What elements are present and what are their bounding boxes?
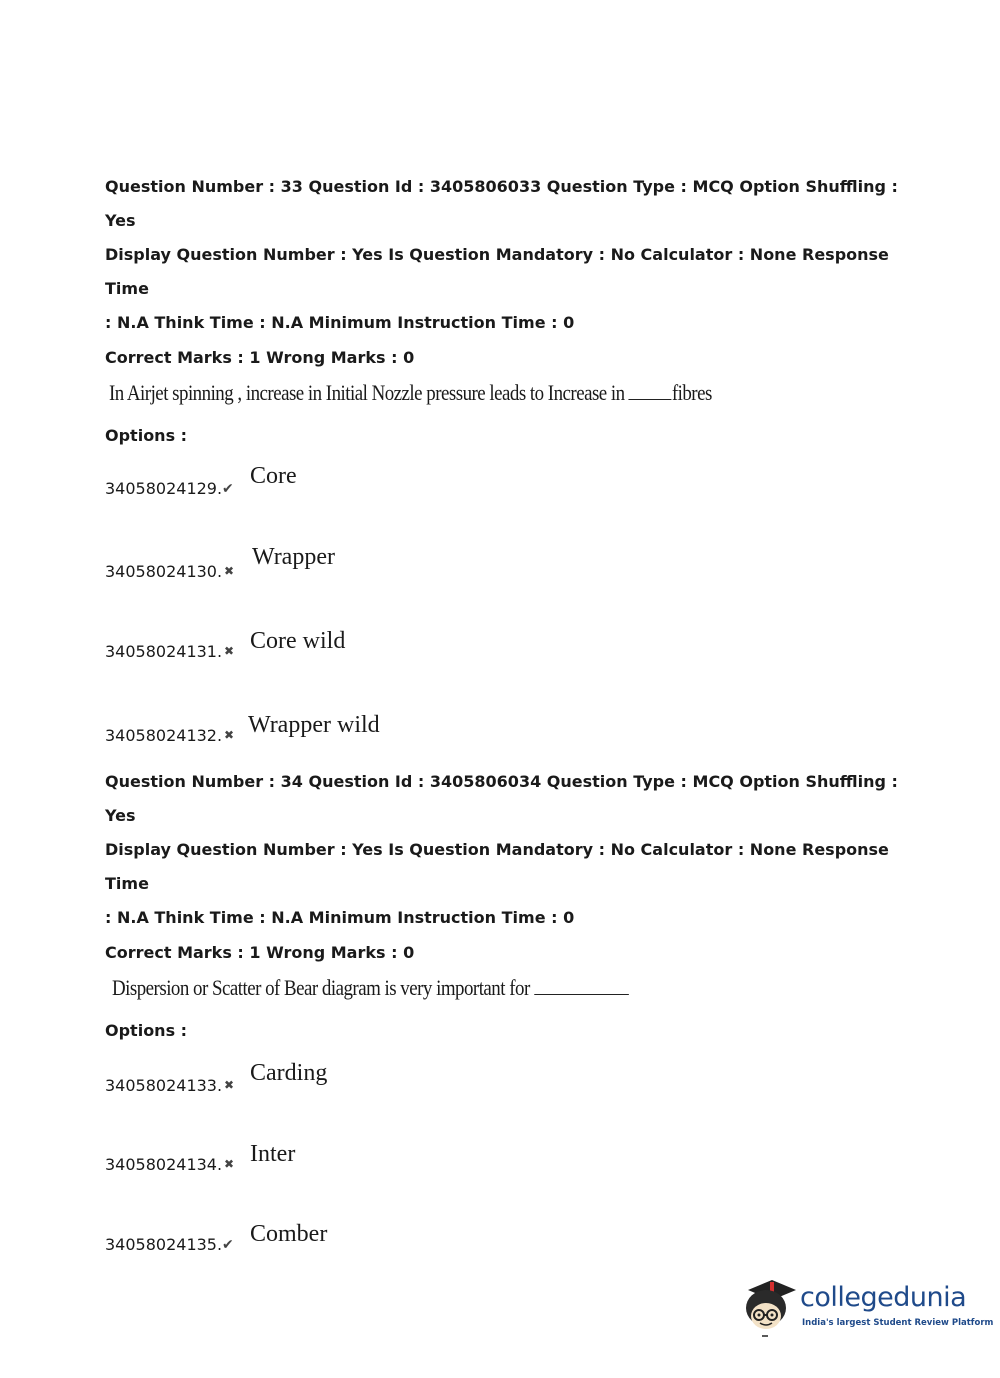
cross-icon: ✖	[224, 1157, 235, 1171]
option-row	[105, 663, 905, 747]
option-id: 34058024131.	[105, 642, 223, 661]
option-id: 34058024132.	[105, 726, 223, 745]
logo-tagline: India's largest Student Review Platform	[802, 1318, 994, 1328]
cross-icon: ✖	[224, 564, 235, 578]
option-text: Carding	[250, 1060, 328, 1086]
question-meta-line: : N.A Think Time : N.A Minimum Instruction Time : 0	[105, 908, 575, 927]
question-marks: Correct Marks : 1 Wrong Marks : 0	[105, 348, 415, 367]
answer-blank	[534, 992, 629, 995]
question-meta-line: Display Question Number : Yes Is Question Mandatory : No Calculator : None Response Time	[105, 840, 889, 893]
options-label: Options :	[105, 1021, 188, 1040]
question-meta-line: Display Question Number : Yes Is Question Mandatory : No Calculator : None Response Time	[105, 245, 889, 298]
option-text: Core	[250, 463, 297, 489]
question-34	[105, 765, 905, 1256]
options-label: Options :	[105, 426, 188, 445]
cross-icon: ✖	[224, 1078, 235, 1092]
option-row	[105, 1097, 905, 1176]
cross-icon: ✖	[224, 728, 235, 742]
question-33	[105, 170, 905, 747]
option-id: 34058024129.	[105, 479, 223, 498]
option-id: 34058024133.	[105, 1076, 223, 1095]
option-text: Core wild	[250, 628, 346, 654]
option-row	[105, 500, 905, 583]
option-row	[105, 1176, 905, 1256]
option-text: Wrapper wild	[248, 712, 380, 738]
check-icon: ✔	[222, 1237, 234, 1253]
option-id: 34058024135.	[105, 1235, 223, 1254]
option-id: 34058024134.	[105, 1155, 223, 1174]
option-text: Comber	[250, 1221, 328, 1247]
option-text: Inter	[250, 1141, 296, 1167]
option-row	[105, 446, 905, 500]
question-meta-line: : N.A Think Time : N.A Minimum Instruction Time : 0	[105, 313, 575, 332]
logo-name: collegedunia	[800, 1282, 967, 1313]
question-text: Dispersion or Scatter of Bear diagram is very important for	[112, 973, 794, 1003]
cross-icon: ✖	[224, 644, 235, 658]
question-meta-line: Question Number : 33 Question Id : 3405806033 Question Type : MCQ Option Shuffling : Yes	[105, 177, 898, 230]
collegedunia-logo	[742, 1276, 994, 1346]
answer-blank	[629, 397, 672, 400]
option-row	[105, 583, 905, 663]
question-meta-line: Question Number : 34 Question Id : 3405806034 Question Type : MCQ Option Shuffling : Yes	[105, 772, 898, 825]
option-id: 34058024130.	[105, 562, 223, 581]
mascot-icon	[742, 1276, 800, 1342]
question-text: In Airjet spinning , increase in Initial Nozzle pressure leads to Increase in fibres	[109, 380, 712, 405]
check-icon: ✔	[222, 481, 234, 497]
option-row	[105, 1041, 905, 1097]
question-marks: Correct Marks : 1 Wrong Marks : 0	[105, 943, 415, 962]
option-text: Wrapper	[252, 544, 335, 570]
